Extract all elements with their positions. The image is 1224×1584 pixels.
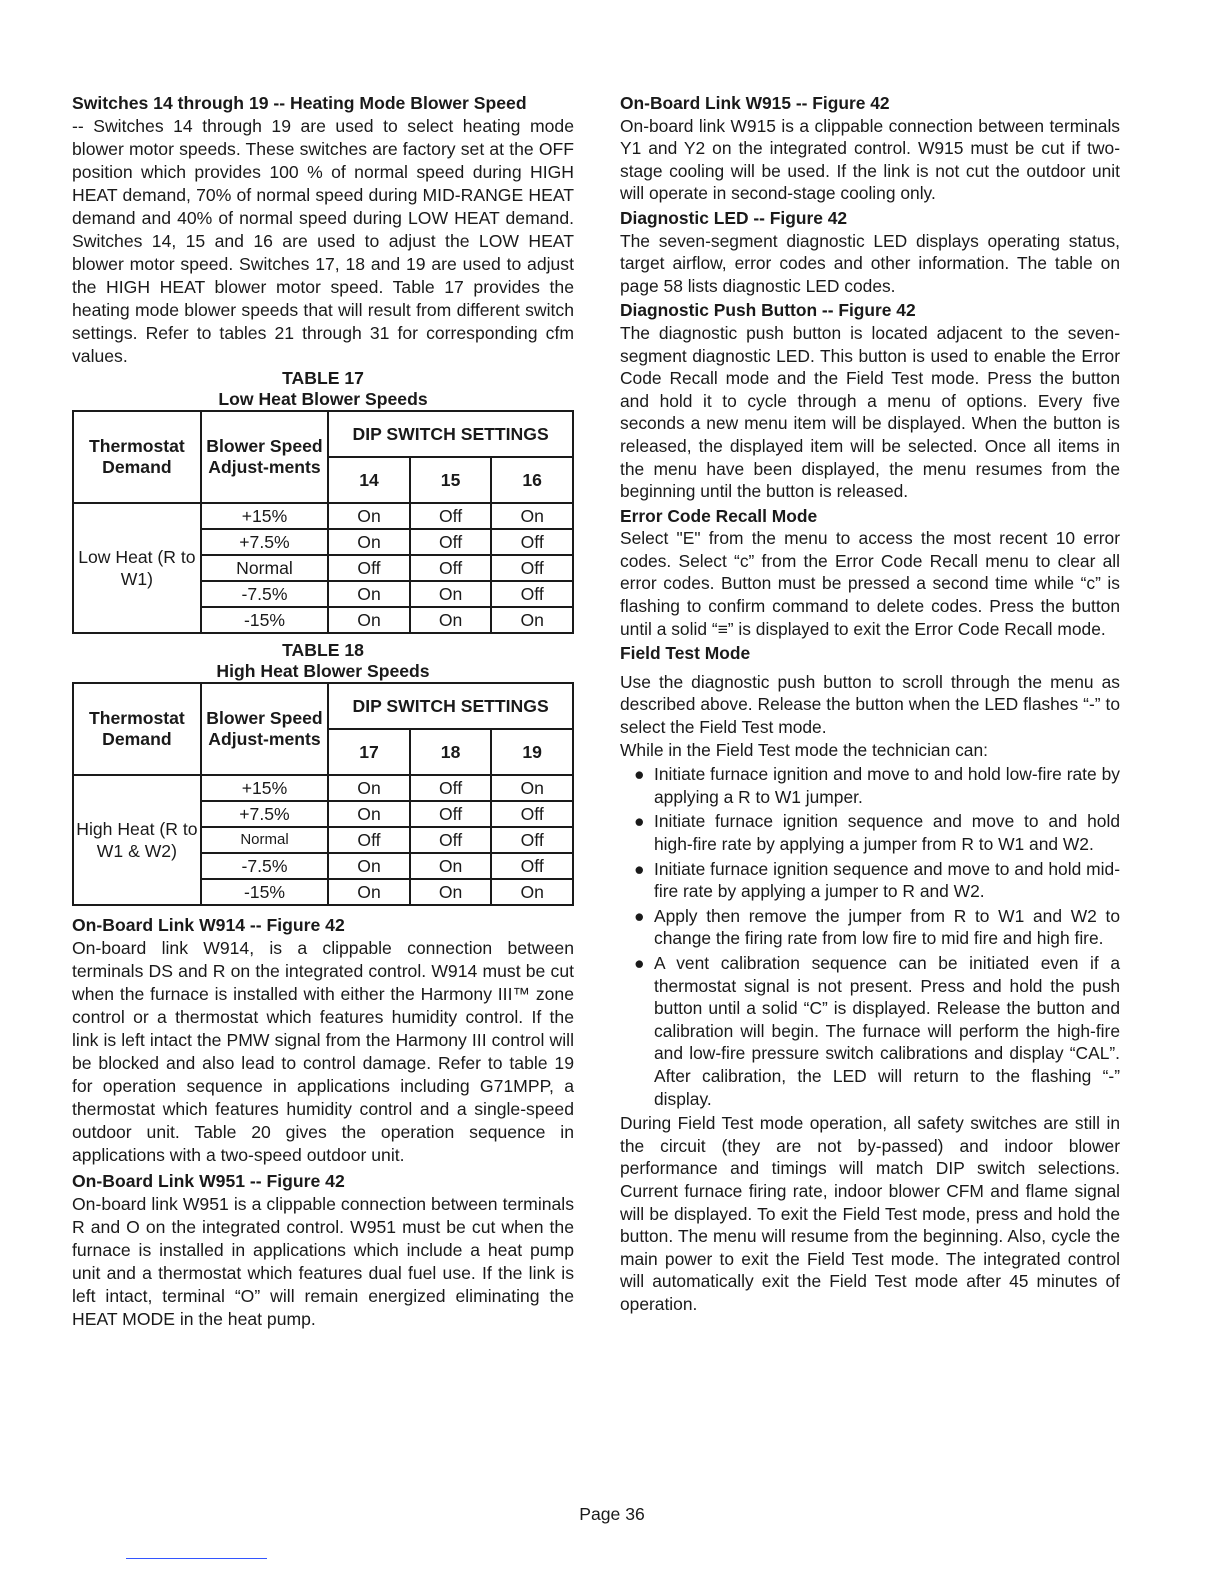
table-cell: On [491, 607, 573, 633]
table-cell: On [410, 607, 492, 633]
list-item: ● Initiate furnace ignition sequence and move to and hold mid-fire rate by applying a jumper to R and W2. [634, 858, 1120, 902]
table-cell: -7.5% [201, 853, 328, 879]
section-heading-w915: On-Board Link W915 -- Figure 42 [620, 93, 890, 113]
table18-label: TABLE 18 [282, 640, 364, 660]
bullet-icon: ● [634, 764, 645, 785]
table17-switch-16: 16 [491, 457, 573, 503]
field-test-bullets [620, 763, 1120, 1110]
table18-title: High Heat Blower Speeds [216, 661, 430, 681]
table-cell: On [328, 879, 410, 905]
table-cell: Normal [201, 555, 328, 581]
table-cell: Off [328, 827, 410, 853]
table-cell: On [491, 775, 573, 801]
table18-switch-19: 19 [491, 729, 573, 775]
table-cell: On [328, 853, 410, 879]
table-cell: Off [410, 827, 492, 853]
field-test-intro: Use the diagnostic push button to scroll through the menu as described above. Release the button when the LED flashes “-” to select the Field Test mode. [620, 671, 1120, 738]
table-cell: On [410, 853, 492, 879]
table17-header-demand: Thermostat Demand [73, 411, 201, 503]
table17-header-blower: Blower Speed Adjust-ments [201, 411, 328, 503]
table17-switch-14: 14 [328, 457, 410, 503]
table-cell: Off [491, 801, 573, 827]
section-body-diagnostic-led: The seven-segment diagnostic LED displays operating status, target airflow, error codes and other information. The table on page 58 lists diagnostic LED codes. [620, 230, 1120, 296]
right-column [620, 92, 1120, 1315]
table-cell: -7.5% [201, 581, 328, 607]
table-cell: Off [410, 503, 492, 529]
table17-switch-15: 15 [410, 457, 492, 503]
bullet-icon: ● [634, 858, 645, 879]
bullet-icon: ● [634, 811, 645, 832]
list-item: ● Initiate furnace ignition sequence and move to and hold high-fire rate by applying a jumper from R to W1 and W2. [634, 811, 1120, 854]
section-body-error-code: Select "E" from the menu to access the most recent 10 error codes. Select “c” from the Error Code Recall menu to clear all error codes. Button must be pressed a second time while “c” is flashing to confirm command to delete codes. Press the button until a solid “≡” is displayed to exit the Error Code Recall mode. [620, 528, 1120, 639]
section-heading-w914: On-Board Link W914 -- Figure 42 [72, 915, 345, 935]
table-cell: On [491, 879, 573, 905]
table-cell: Off [328, 555, 410, 581]
left-column [72, 92, 574, 1331]
table18-switch-18: 18 [410, 729, 492, 775]
table-cell: On [410, 581, 492, 607]
list-item: ● Initiate furnace ignition and move to and hold low-fire rate by applying a R to W1 jumper. [634, 764, 1120, 807]
table-cell: On [410, 879, 492, 905]
bullet-icon: ● [634, 952, 645, 973]
table-cell: On [328, 801, 410, 827]
section-body-w914: On-board link W914, is a clippable connection between terminals DS and R on the integrated control. W914 must be cut when the furnace is installed with either the Harmony III™ zone control or a thermostat which features humidity control. If the link is left intact the PMW signal from the Harmony III control will be blocked and also lead to control damage. Refer to table 19 for operation sequence in applications including G71MPP, a thermostat which features humidity control and a single-speed outdoor unit. Table 20 gives the operation sequence in applications with a two-speed outdoor unit. [72, 938, 574, 1165]
table-cell: On [328, 775, 410, 801]
table-cell: On [328, 607, 410, 633]
table-cell: On [328, 581, 410, 607]
table-cell: Off [491, 555, 573, 581]
section-heading-switches: Switches 14 through 19 -- Heating Mode Blower Speed [72, 93, 527, 113]
table-cell: Off [491, 853, 573, 879]
table17-demand-cell: Low Heat (R to W1) [73, 503, 201, 633]
section-body-push-button: The diagnostic push button is located adjacent to the seven-segment diagnostic LED. This button is used to enable the Error Code Recall mode and the Field Test mode. Press the button and hold it to cycle through a menu of options. Every five seconds a new menu item will be displayed. When the button is released, the displayed item will be selected. Once all items in the menu have been displayed, the menu resumes from the beginning until the button is released. [620, 322, 1120, 502]
table18-switch-17: 17 [328, 729, 410, 775]
table-cell: +7.5% [201, 801, 328, 827]
table-cell: +15% [201, 775, 328, 801]
table-cell: On [328, 529, 410, 555]
table18 [72, 682, 574, 906]
table18-demand-cell: High Heat (R to W1 & W2) [73, 775, 201, 905]
list-item: ● A vent calibration sequence can be initiated even if a thermostat signal is not present. Press and hold the push button until a solid “C” is displayed. Release the button and calibration will begin. The furnace will perform the high-fire and low-fire pressure switch calibrations and display “CAL”. After calibration, the LED will return to the flashing “-” display. [634, 952, 1120, 1109]
section-heading-field-test: Field Test Mode [620, 643, 751, 664]
table-cell: On [328, 503, 410, 529]
section-heading-diagnostic-led: Diagnostic LED -- Figure 42 [620, 207, 848, 228]
table17-header-dip: DIP SWITCH SETTINGS [328, 411, 573, 457]
field-test-closing: During Field Test mode operation, all safety switches are still in the circuit (they are not by-passed) and indoor blower performance and timings will match DIP switch selections. Current furnace firing rate, indoor blower CFM and flame signal will be displayed. To exit the Field Test mode, press and hold the button. The menu will resume from the beginning. Also, cycle the main power to exit the Field Test mode. The integrated control will automatically exit the Field Test mode after 45 minutes of operation. [620, 1113, 1120, 1314]
section-heading-error-code: Error Code Recall Mode [620, 505, 818, 526]
table-row [73, 503, 573, 529]
table17-title: Low Heat Blower Speeds [218, 389, 428, 409]
table-cell: -15% [201, 879, 328, 905]
table-cell: Off [491, 529, 573, 555]
table-cell: -15% [201, 607, 328, 633]
list-item: ● Apply then remove the jumper from R to W1 and W2 to change the firing rate from low fire to mid fire and high fire. [634, 905, 1120, 949]
table18-header-blower: Blower Speed Adjust-ments [201, 683, 328, 775]
table-cell: Off [491, 827, 573, 853]
table-cell: +7.5% [201, 529, 328, 555]
table-cell: Normal [201, 827, 328, 853]
table-cell: +15% [201, 503, 328, 529]
table17 [72, 410, 574, 634]
table-cell: Off [410, 801, 492, 827]
section-heading-push-button: Diagnostic Push Button -- Figure 42 [620, 300, 916, 321]
table-cell: Off [410, 775, 492, 801]
table-cell: Off [410, 555, 492, 581]
table18-header-demand: Thermostat Demand [73, 683, 201, 775]
table-cell: Off [410, 529, 492, 555]
field-test-lead: While in the Field Test mode the technician can: [620, 739, 988, 760]
table17-label: TABLE 17 [282, 368, 364, 388]
section-body-switches: -- Switches 14 through 19 are used to select heating mode blower motor speeds. These switches are factory set at the OFF position which provides 100 % of normal speed during HIGH HEAT demand, 70% of normal speed during MID-RANGE HEAT demand and 40% of normal speed during LOW HEAT demand. Switches 14, 15 and 16 are used to adjust the LOW HEAT blower motor speed. Switches 17, 18 and 19 are used to adjust the HIGH HEAT blower motor speed. Table 17 provides the heating mode blower speeds that will result from different switch settings. Refer to tables 21 through 31 for corresponding cfm values. [72, 116, 574, 366]
section-body-w915: On-board link W915 is a clippable connection between terminals Y1 and Y2 on the integrated control. W915 must be cut if two-stage cooling will be used. If the link is not cut the outdoor unit will operate in second-stage cooling only. [620, 115, 1120, 204]
table-cell: Off [491, 581, 573, 607]
link-underline [126, 1558, 267, 1559]
table-row [73, 775, 573, 801]
page-number: Page 36 [579, 1504, 645, 1524]
table18-header-dip: DIP SWITCH SETTINGS [328, 683, 573, 729]
table-cell: On [491, 503, 573, 529]
section-heading-w951: On-Board Link W951 -- Figure 42 [72, 1171, 345, 1191]
bullet-icon: ● [634, 905, 645, 926]
section-body-w951: On-board link W951 is a clippable connection between terminals R and O on the integrated control. W951 must be cut when the furnace is installed in applications which include a heat pump unit and a thermostat which features dual fuel use. If the link is left intact, terminal “O” will remain energized eliminating the HEAT MODE in the heat pump. [72, 1194, 574, 1329]
